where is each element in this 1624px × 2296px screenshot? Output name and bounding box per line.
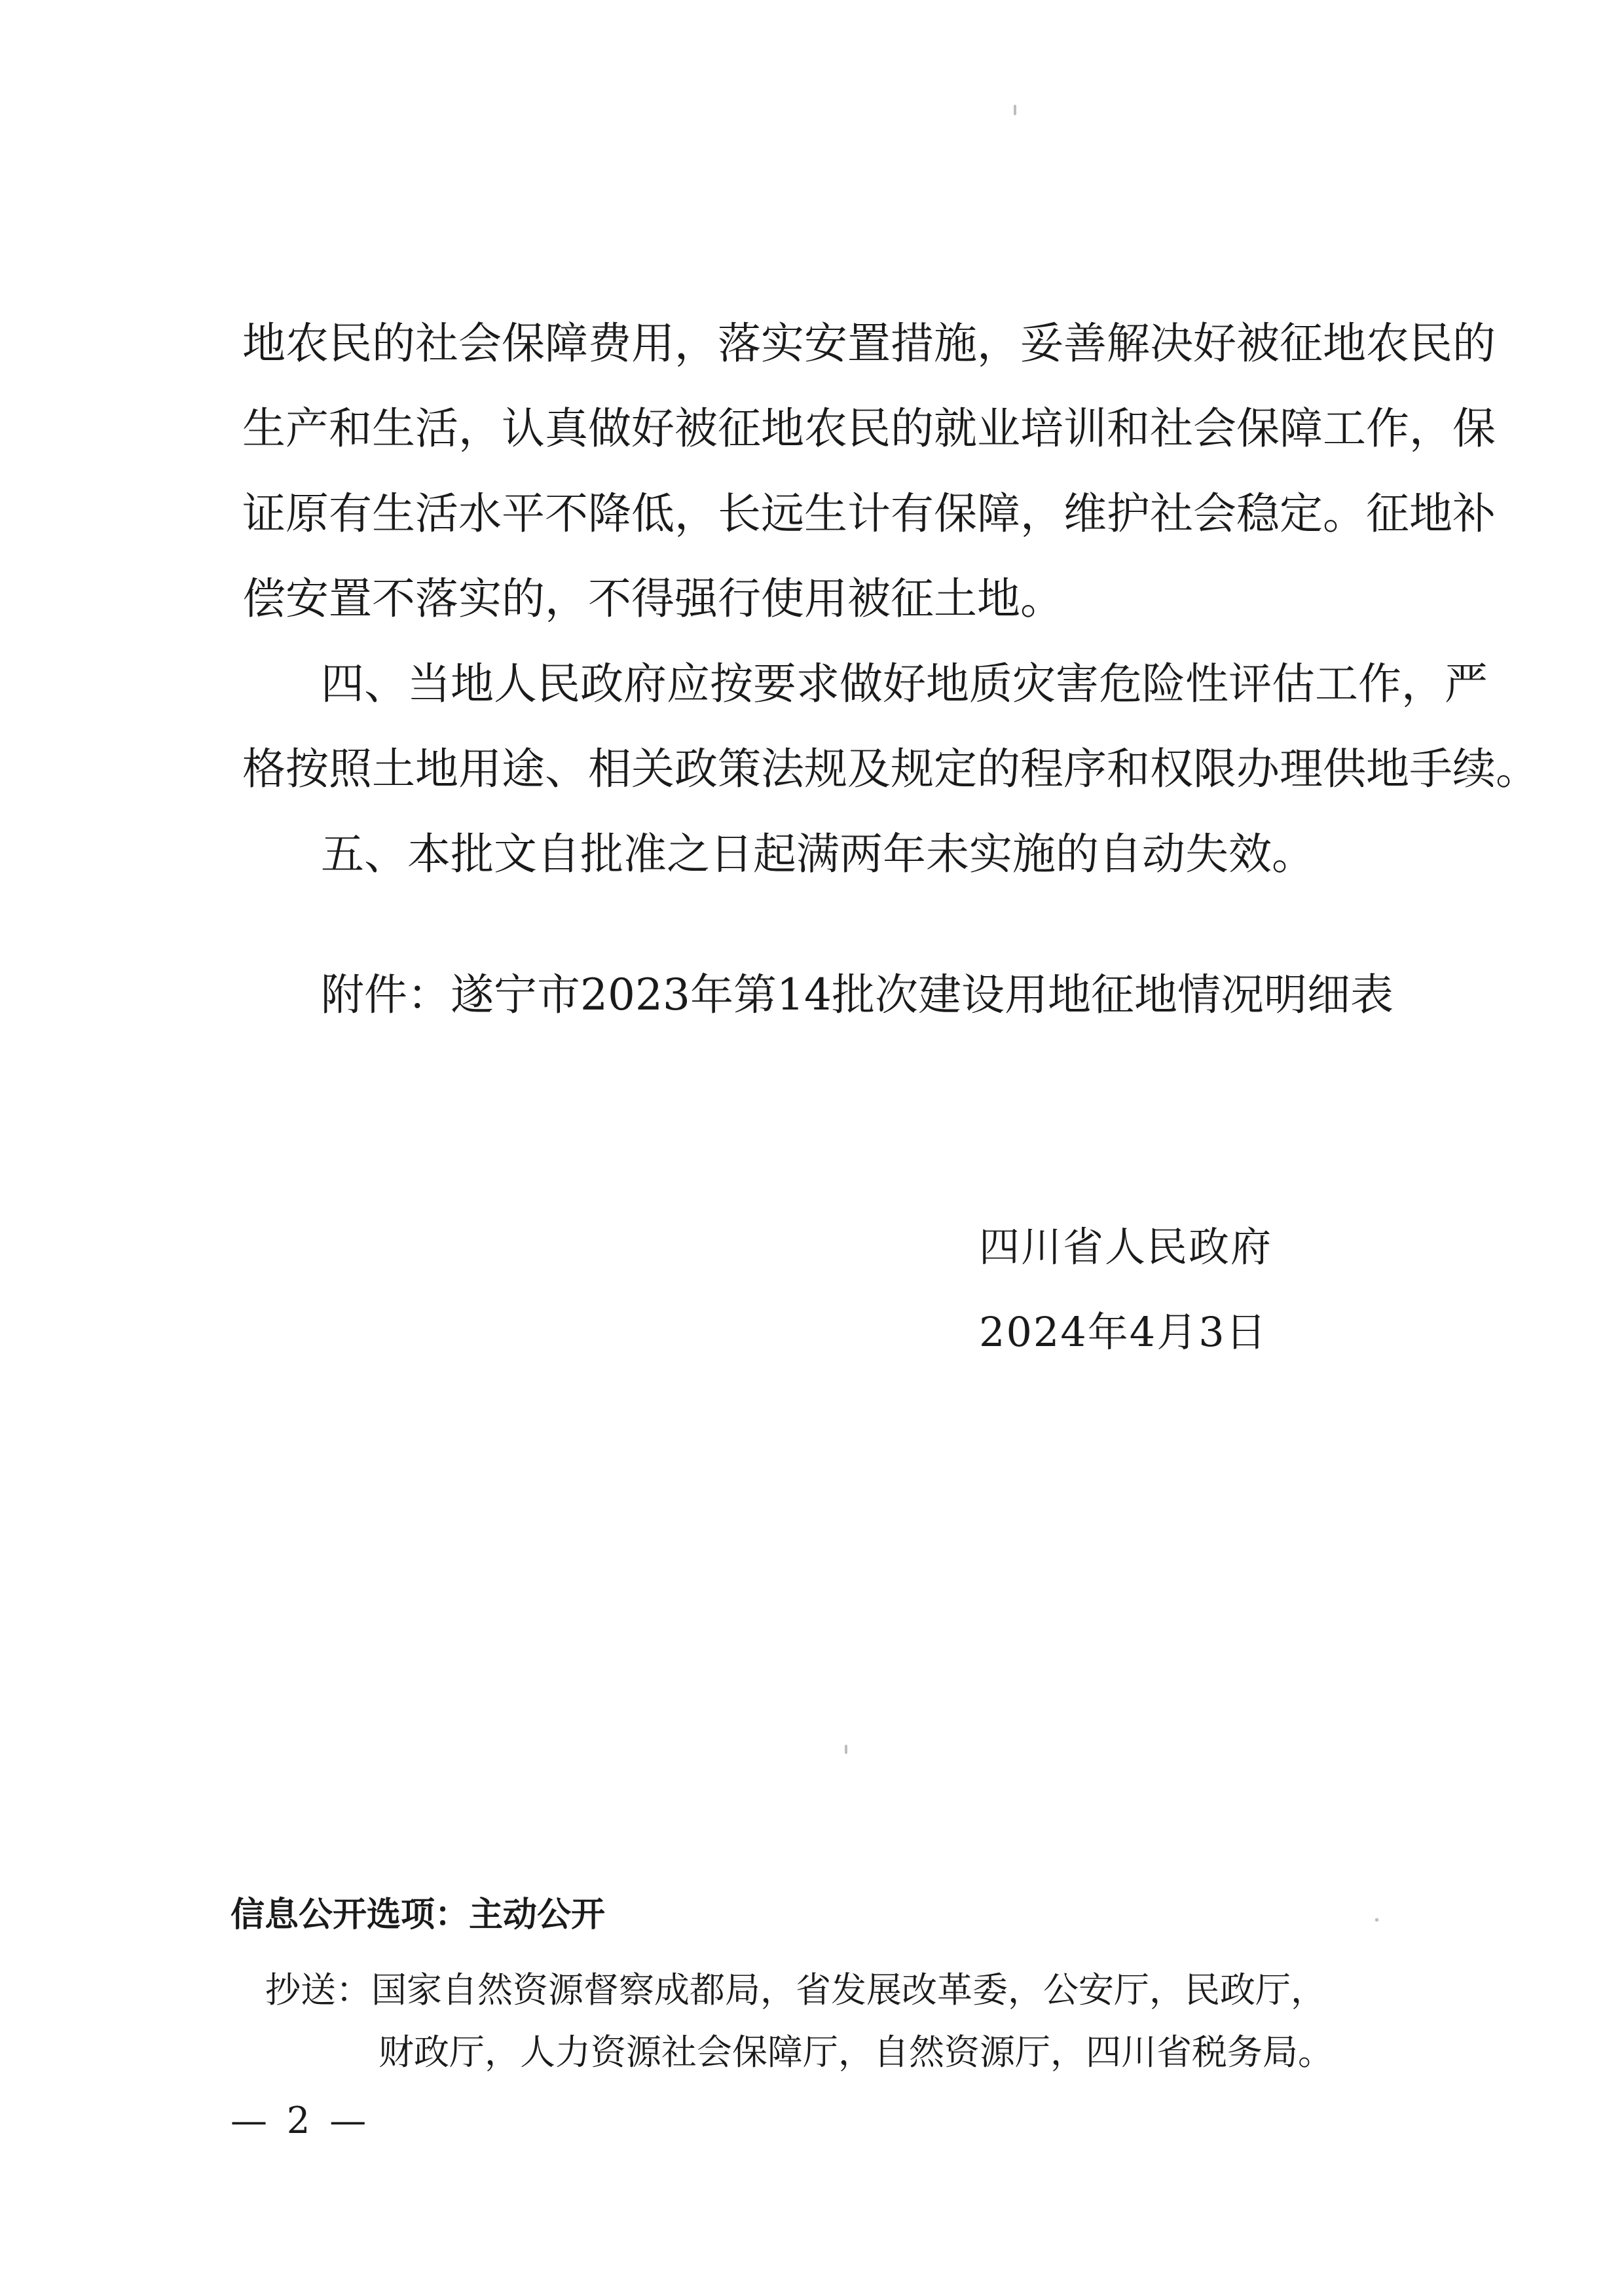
cc-line-2: 财政厅，人力资源社会保障厅，自然资源厅，四川省税务局。 — [378, 2032, 1333, 2073]
item-5: 五、本批文自批准之日起满两年未实施的自动失效。 — [321, 829, 1315, 879]
scan-speck — [1014, 105, 1016, 115]
body-line-3: 证原有生活水平不降低，长远生计有保障，维护社会稳定。征地补 — [242, 488, 1496, 539]
disclosure-option: 信息公开选项：主动公开 — [231, 1895, 606, 1935]
scan-speck — [845, 1745, 847, 1754]
attachment-line: 附件：遂宁市2023年第14批次建设用地征地情况明细表 — [321, 970, 1393, 1020]
body-line-1: 地农民的社会保障费用，落实安置措施，妥善解决好被征地农民的 — [242, 318, 1496, 369]
item-4-line-2: 格按照土地用途、相关政策法规及规定的程序和权限办理供地手续。 — [242, 744, 1539, 794]
cc-line-1: 抄送：国家自然资源督察成都局，省发展改革委，公安厅，民政厅， — [265, 1969, 1326, 2011]
page-number: — 2 — — [231, 2100, 371, 2142]
issue-date: 2024年4月3日 — [979, 1308, 1268, 1356]
issuer-name: 四川省人民政府 — [979, 1223, 1273, 1271]
scan-speck — [1375, 1918, 1378, 1922]
item-4-line-1: 四、当地人民政府应按要求做好地质灾害危险性评估工作，严 — [321, 659, 1488, 709]
body-line-2: 生产和生活，认真做好被征地农民的就业培训和社会保障工作，保 — [242, 403, 1496, 454]
body-line-4: 偿安置不落实的，不得强行使用被征土地。 — [242, 574, 1063, 624]
